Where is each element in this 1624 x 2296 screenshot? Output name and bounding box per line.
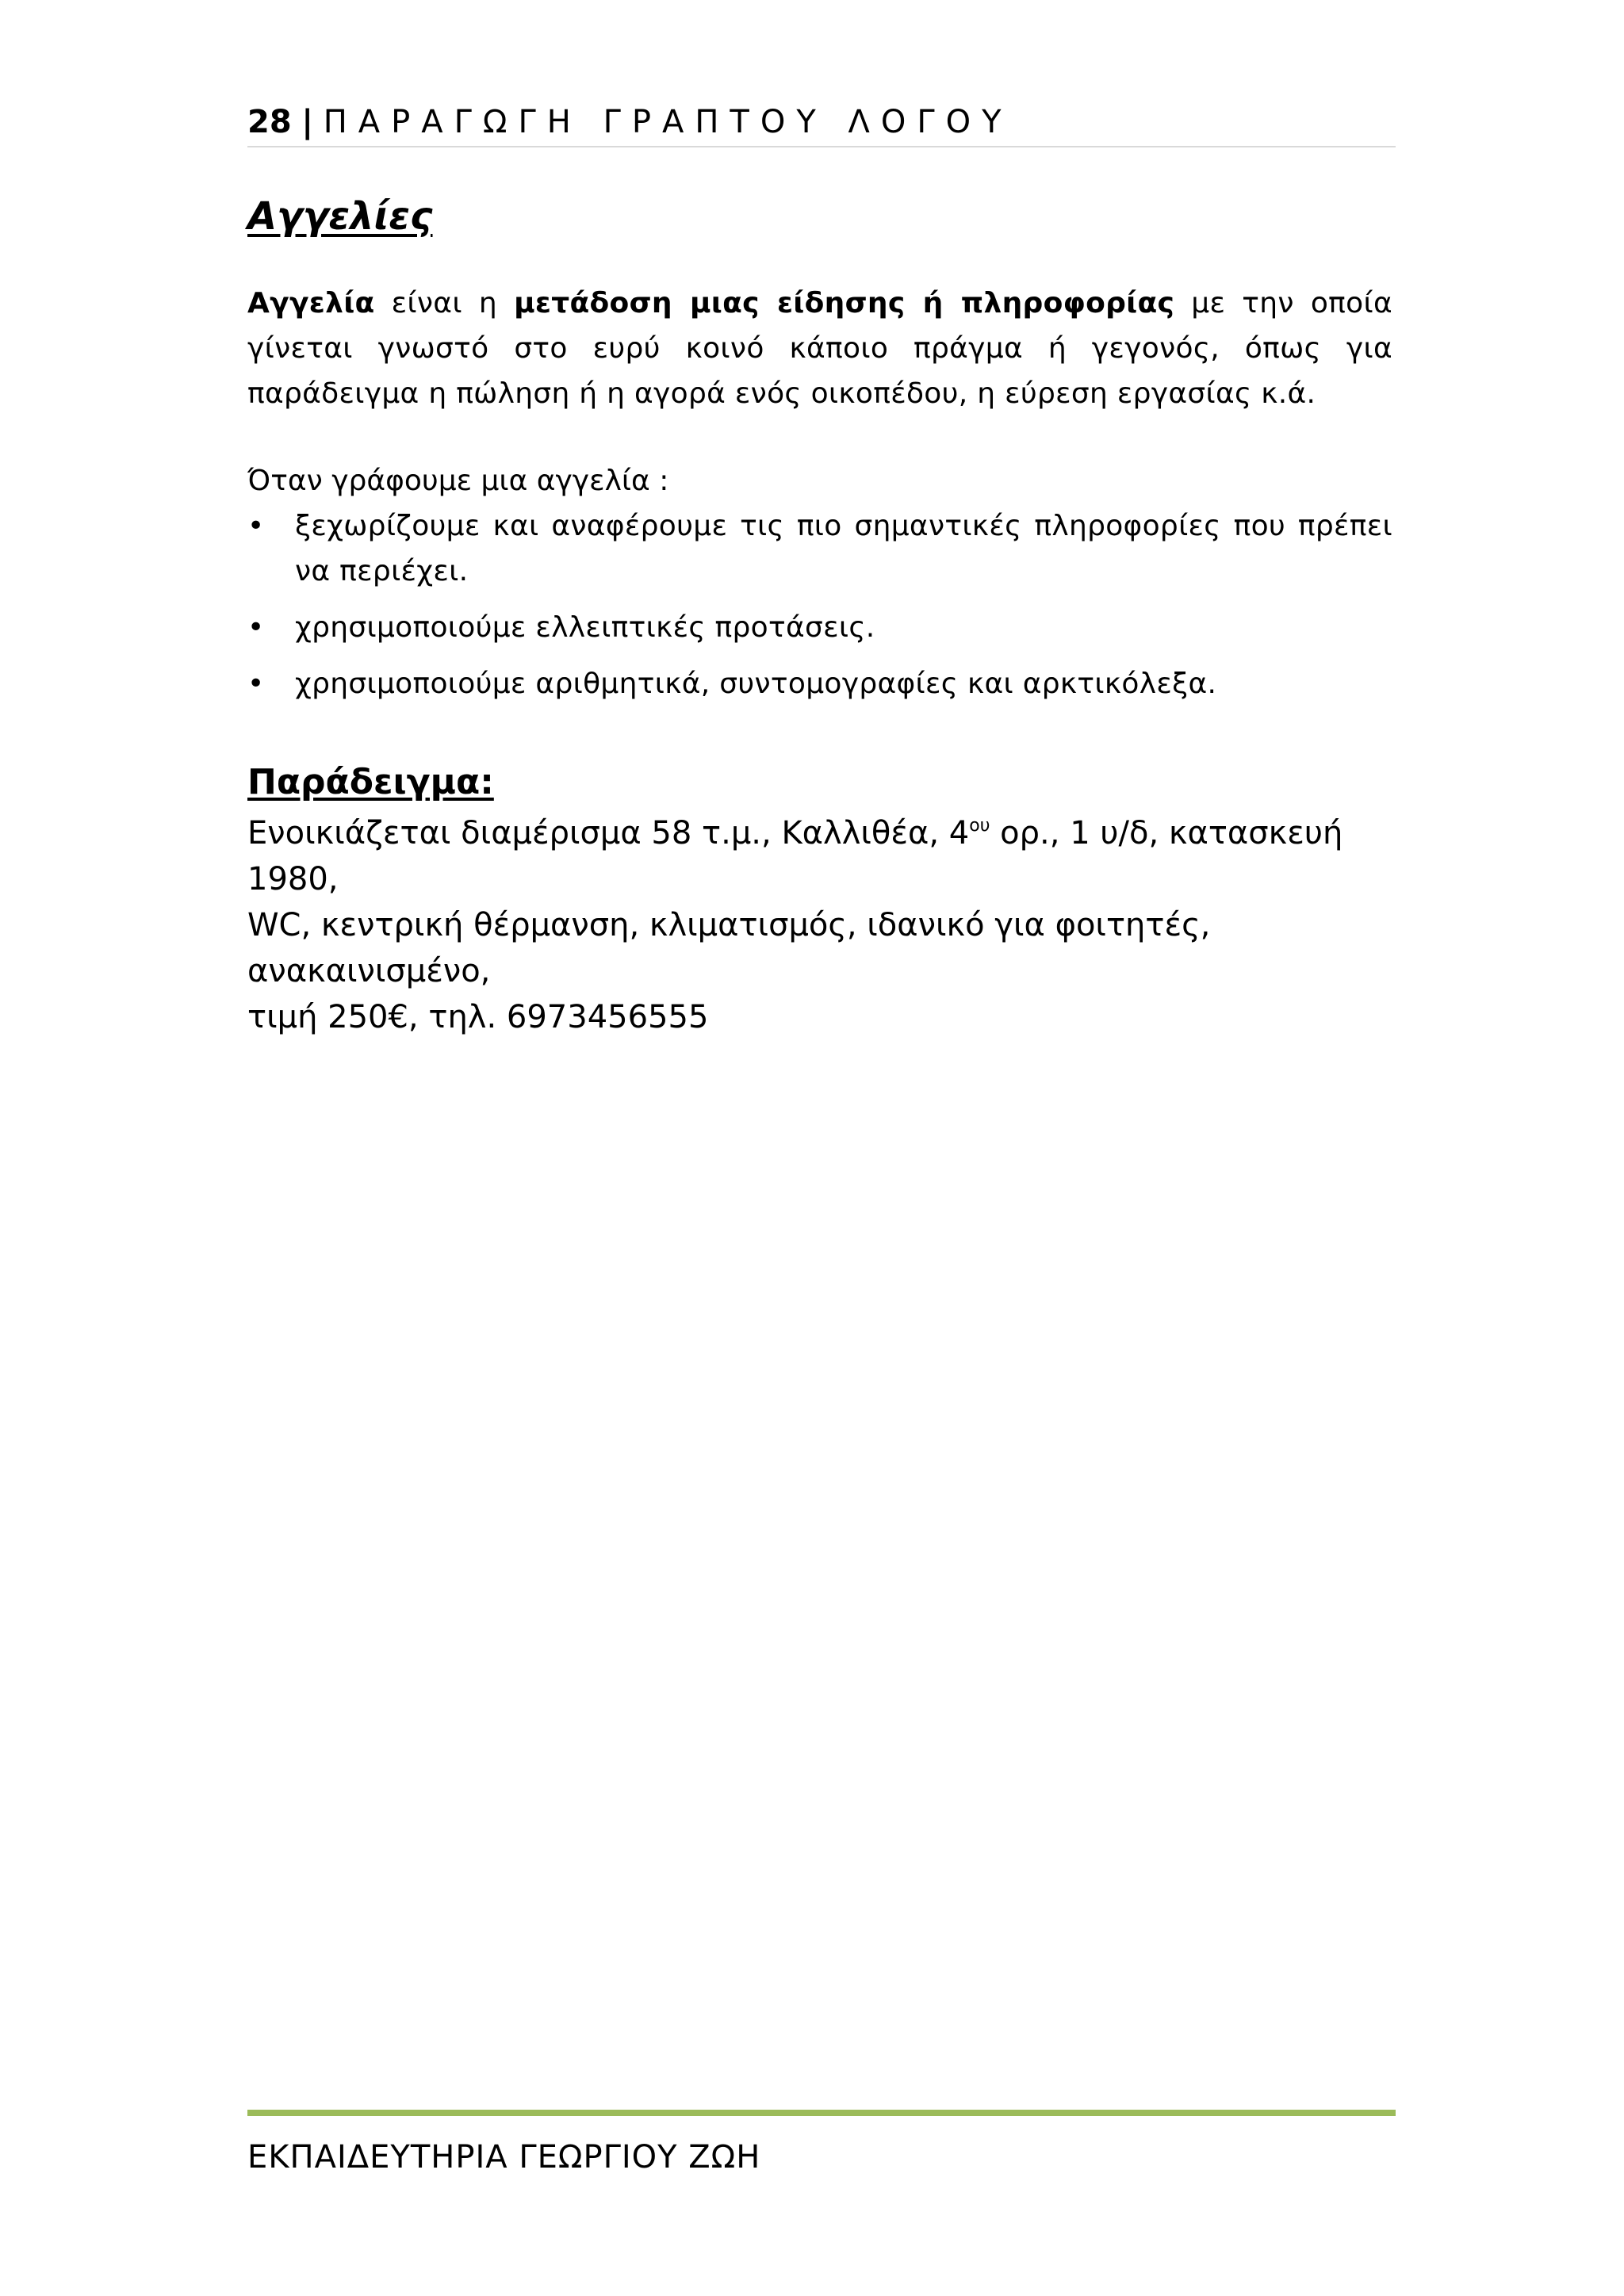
intro-emphasis: μετάδοση μιας είδησης ή πληροφορίας xyxy=(514,287,1175,320)
example-line-1-b: ορ., 1 υ/δ, κατασκευή 1980, xyxy=(247,815,1343,897)
example-line-1-a: Ενοικιάζεται διαμέρισμα 58 τ.μ., Καλλιθέα, 4 xyxy=(247,815,970,851)
header-text xyxy=(247,101,1396,143)
header-separator: | xyxy=(301,104,313,140)
list-item xyxy=(247,661,1392,706)
example-body xyxy=(247,810,1392,1040)
list-item-text: ξεχωρίζουμε και αναφέρουμε τις πιο σημαντικές πληροφορίες που πρέπει να περιέχει. xyxy=(295,510,1392,587)
list-item xyxy=(247,503,1392,594)
page-header xyxy=(247,101,1396,147)
bullet-icon: • xyxy=(247,668,265,700)
example-line-3: τιμή 250€, τηλ. 6973456555 xyxy=(247,999,709,1035)
footer-rule xyxy=(247,2110,1396,2116)
page-number: 28 xyxy=(247,104,292,140)
intro-text-1: είναι η xyxy=(374,287,515,320)
intro-term: Αγγελία xyxy=(247,287,375,320)
section-title: Αγγελίες xyxy=(247,194,433,239)
bullet-icon: • xyxy=(247,510,265,542)
bullet-icon: • xyxy=(247,611,265,644)
example-line-1 xyxy=(247,810,1392,902)
list-item-text: χρησιμοποιούμε ελλειπτικές προτάσεις. xyxy=(295,611,875,644)
list-item xyxy=(247,605,1392,650)
when-title: Όταν γράφουμε μια αγγελία : xyxy=(247,465,669,497)
list-item-text: χρησιμοποιούμε αριθμητικά, συντομογραφίες και αρκτικόλεξα. xyxy=(295,668,1217,700)
example-heading: Παράδειγμα: xyxy=(247,762,494,802)
footer-text: ΕΚΠΑΙΔΕΥΤΗΡΙΑ ΓΕΩΡΓΙΟΥ ΖΩΗ xyxy=(247,2139,761,2175)
example-line-2: WC, κεντρική θέρμανση, κλιματισμός, ιδανικό για φοιτητές, ανακαινισμένο, xyxy=(247,907,1211,989)
tips-list xyxy=(247,503,1392,718)
example-superscript: ου xyxy=(969,816,990,836)
intro-text-2: με την οποία γίνεται γνωστό στο ευρύ κοινό κάποιο πράγμα ή γεγονός, όπως για παράδειγμα η πώληση ή η αγορά ενός οικοπέδου, η εύρεση εργασίας κ.ά. xyxy=(247,287,1392,410)
header-title: ΠΑΡΑΓΩΓΗ ΓΡΑΠΤΟΥ ΛΟΓΟΥ xyxy=(323,104,1013,140)
intro-paragraph xyxy=(247,281,1392,416)
